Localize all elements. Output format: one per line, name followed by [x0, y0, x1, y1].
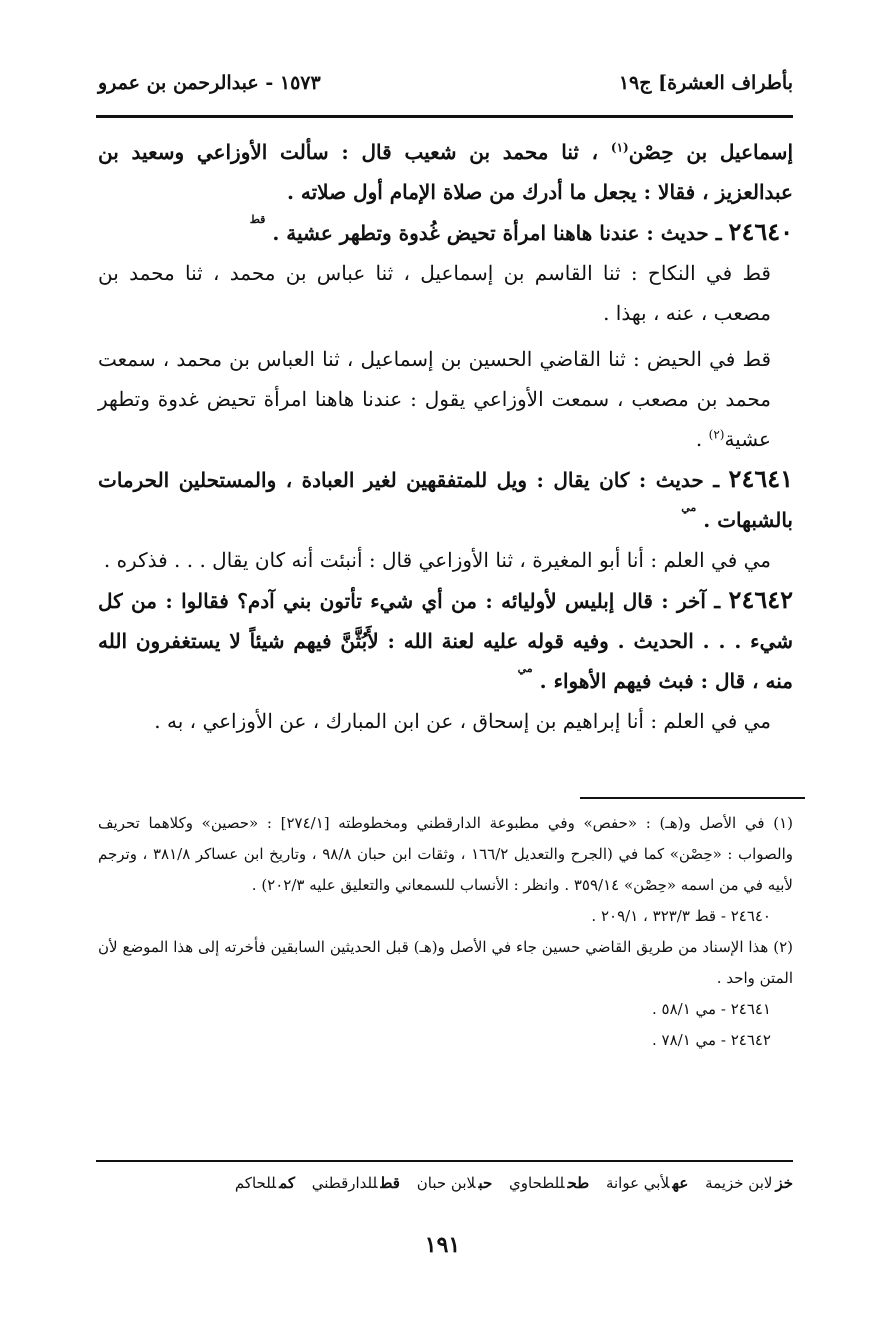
source-text: قط في الحيض : ثنا القاضي الحسين بن إسماعيل ، ثنا العباس بن محمد ، سمعت محمد بن مصعب ، سمعت الأوزاعي يقول : عندنا هاهنا امرأة تحيض غدوة وتطهر عشية — [98, 347, 771, 451]
footnotes — [98, 808, 793, 1056]
legend-name: للطحاوي — [509, 1174, 565, 1192]
page-number: ١٩١ — [424, 1232, 461, 1258]
source-sigil: مي — [681, 501, 697, 514]
legend-abbr: قط — [380, 1174, 400, 1192]
reference-2640: ٢٤٦٤٠ - قط ٣٢٣/٣ ، ٢٠٩/١ . — [591, 907, 771, 925]
hadith-2641 — [98, 459, 793, 540]
hadith-number: ٢٤٦٤٢ — [728, 585, 793, 614]
legend-rule — [96, 1160, 793, 1162]
reference-2642: ٢٤٦٤٢ - مي ٧٨/١ . — [652, 1031, 771, 1049]
legend-name: للحاكم — [234, 1174, 277, 1192]
legend-abbr: خز — [775, 1174, 793, 1192]
legend-item — [235, 1174, 295, 1192]
legend-name: لابن حبان — [416, 1174, 476, 1192]
header-rule — [96, 115, 793, 118]
source-sigil: قط — [249, 213, 266, 226]
hadith-number: ٢٤٦٤١ — [728, 464, 793, 493]
legend-abbr: طح — [567, 1174, 590, 1192]
source-text: مي في العلم : أنا أبو المغيرة ، ثنا الأوزاعي قال : أنبئت أنه كان يقال . . . فذكره . — [103, 548, 771, 572]
legend-abbr: كم — [279, 1174, 295, 1192]
header-chapter-title: ١٥٧٣ - عبدالرحمن بن عمرو — [98, 72, 321, 94]
legend-abbr: عه — [672, 1174, 689, 1192]
legend-item — [705, 1174, 793, 1192]
hadith-2642 — [98, 580, 793, 701]
footnote-ref: (١) — [610, 140, 629, 155]
footnote-separator — [580, 797, 805, 799]
hadith-text: ـ حديث : كان يقال : ويل للمتفقهين لغير العبادة ، والمستحلين الحرمات بالشبهات . — [98, 468, 793, 532]
legend-item — [417, 1174, 493, 1192]
source-qt-hayd — [98, 339, 793, 459]
footnote-2: (٢) هذا الإسناد من طريق القاضي حسين جاء في الأصل و(هـ) قبل الحديثين السابقين فأخرته إلى هذا الموضع لأن المتن واحد . — [98, 938, 793, 987]
source-text: مي في العلم : أنا إبراهيم بن إسحاق ، عن ابن المبارك ، عن الأوزاعي ، به . — [154, 709, 771, 733]
hadith-text: ـ آخر : قال إبليس لأوليائه : من أي شيء تأتون بني آدم؟ فقالوا : من كل شيء . . . الحديث . وفيه قوله عليه لعنة الله : لأَبُثَّنَّ فيهم شيئاً لا يستغفرون الله منه ، قال : فبث فيهم الأهواء . — [98, 589, 793, 693]
sigla-legend — [98, 1174, 793, 1192]
legend-name: لأبي عوانة — [605, 1174, 670, 1192]
footnote-ref: (٢) — [708, 427, 725, 442]
legend-item — [509, 1174, 589, 1192]
source-mi-ilm-2 — [98, 701, 793, 741]
source-sigil: مي — [517, 662, 533, 675]
legend-item — [606, 1174, 688, 1192]
source-qt-nikah — [98, 253, 793, 333]
source-text: قط في النكاح : ثنا القاسم بن إسماعيل ، ثنا عباس بن محمد ، ثنا محمد بن مصعب ، عنه ، بهذا . — [98, 261, 771, 325]
legend-item — [312, 1174, 400, 1192]
paragraph-isnad — [98, 132, 793, 212]
reference-2641: ٢٤٦٤١ - مي ٥٨/١ . — [652, 1000, 771, 1018]
legend-abbr: حب — [478, 1174, 493, 1192]
main-text — [98, 132, 793, 741]
legend-name: للدارقطني — [311, 1174, 378, 1192]
hadith-2640 — [98, 212, 793, 253]
header-book-title: بأطراف العشرة] ج١٩ — [618, 72, 793, 94]
legend-name: لابن خزيمة — [705, 1174, 773, 1192]
hadith-text: ـ حديث : عندنا هاهنا امرأة تحيض غُدوة وتطهر عشية . — [272, 221, 729, 245]
running-header — [98, 72, 793, 102]
text-segment: إسماعيل بن حِصْن — [628, 140, 793, 164]
source-mi-ilm-1 — [98, 540, 793, 580]
text-segment: . — [695, 427, 709, 451]
footnote-1: (١) في الأصل و(هـ) : «حفص» وفي مطبوعة الدارقطني ومخطوطته [٢٧٤/١] : «حصين» وكلاهما تحريف والصواب : «حِصْن» كما في (الجرح والتعديل ١٦٦/٢ ، وثقات ابن حبان ٩٨/٨ ، وتاريخ ابن عساكر ٣٨١/٨ ، وترجم لأبيه في من اسمه «حِصْن» ٣٥٩/١٤ . وانظر : الأنساب للسمعاني والتعليق عليه ٢٠٢/٣) . — [98, 814, 794, 894]
hadith-number: ٢٤٦٤٠ — [728, 217, 793, 246]
text-segment: ، ثنا محمد بن شعيب قال : سألت الأوزاعي وسعيد بن عبدالعزيز ، فقالا : يجعل ما أدرك من صلاة الإمام أول صلاته . — [98, 140, 793, 204]
